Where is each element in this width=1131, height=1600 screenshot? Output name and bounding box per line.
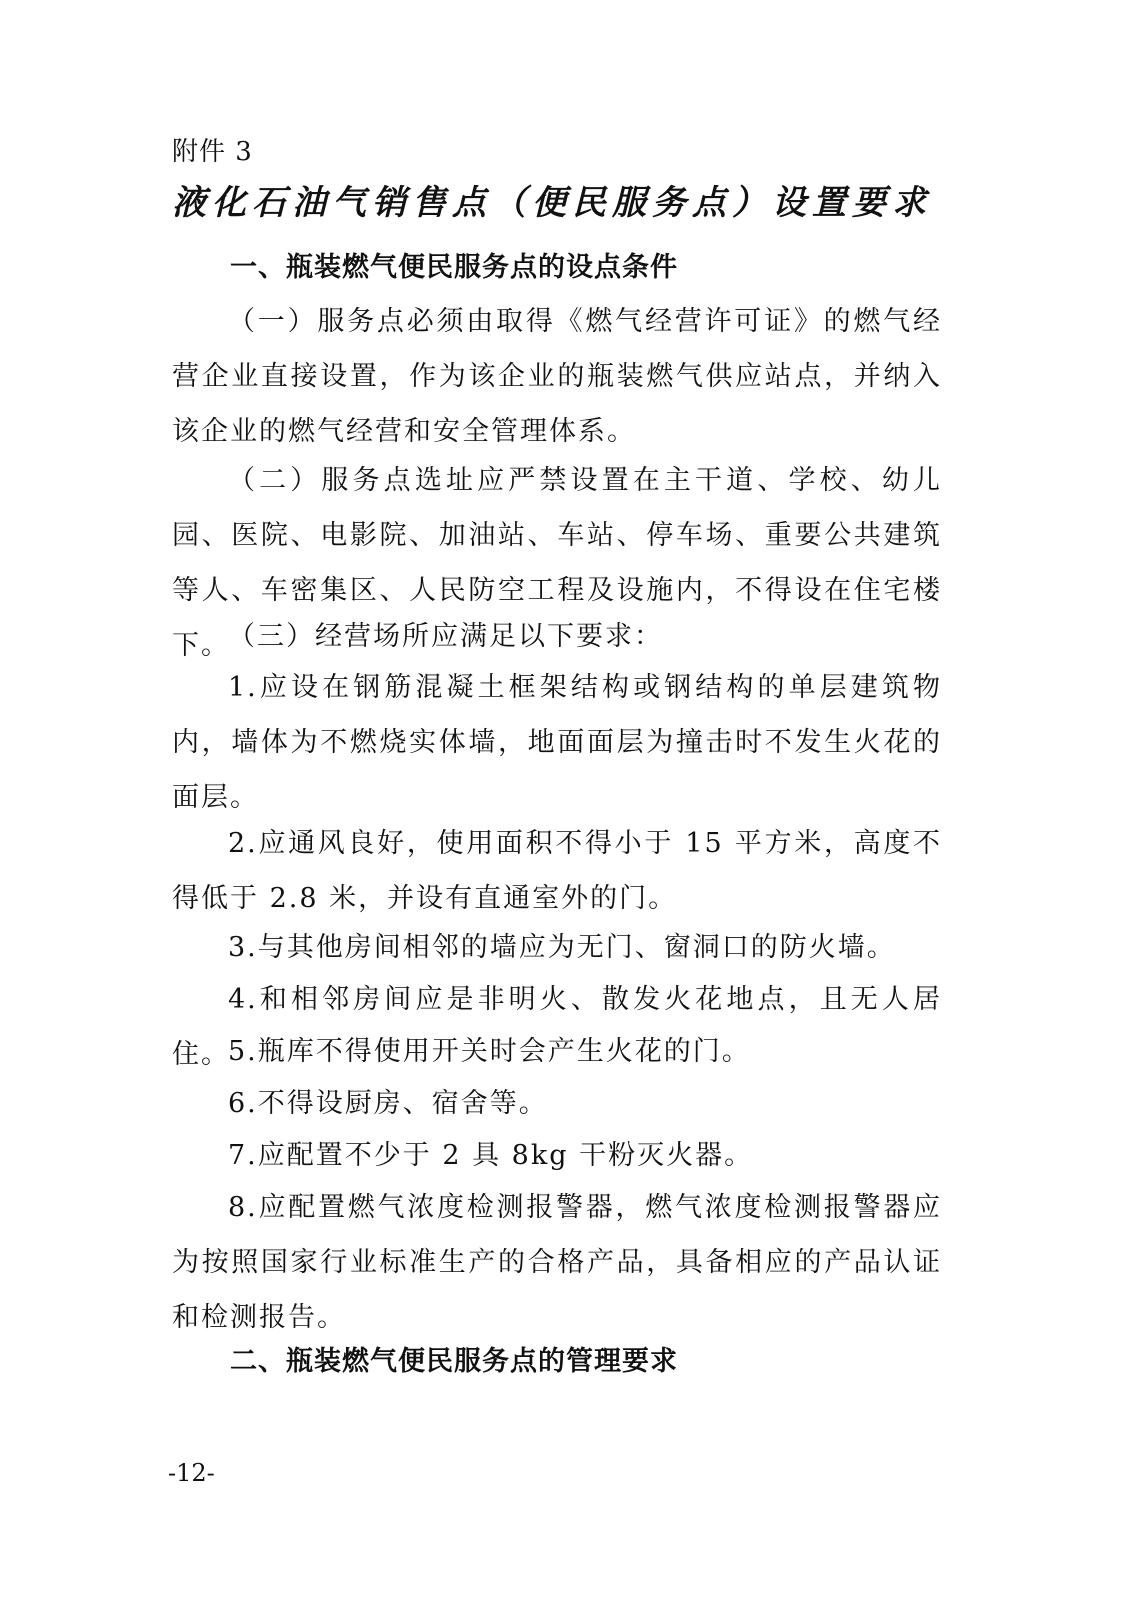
- section-heading-1: 一、瓶装燃气便民服务点的设点条件: [230, 252, 678, 283]
- paragraph-item-9: 6.不得设厨房、宿舍等。: [228, 1088, 548, 1119]
- page-number: -12-: [168, 1459, 215, 1487]
- document-title: 液化石油气销售点（便民服务点）设置要求: [172, 183, 932, 223]
- paragraph-item-10: 7.应配置不少于 2 具 8kg 干粉灭火器。: [228, 1140, 754, 1171]
- paragraph-item-1: （一）服务点必须由取得《燃气经营许可证》的燃气经营企业直接设置，作为该企业的瓶装燃气供应站点，并纳入该企业的燃气经营和安全管理体系。: [172, 306, 942, 447]
- paragraph-item-4: 1.应设在钢筋混凝土框架结构或钢结构的单层建筑物内，墙体为不燃烧实体墙，地面面层为撞击时不发生火花的面层。: [172, 672, 942, 813]
- paragraph-item-7: 4.和相邻房间应是非明火、散发火花地点，且无人居住。: [172, 984, 942, 1070]
- paragraph-item-2: （二）服务点选址应严禁设置在主干道、学校、幼儿园、医院、电影院、加油站、车站、停车场、重要公共建筑等人、车密集区、人民防空工程及设施内，不得设在住宅楼下。: [172, 465, 942, 661]
- paragraph-item-3: （三）经营场所应满足以下要求：: [228, 621, 663, 652]
- paragraph-item-11: 8.应配置燃气浓度检测报警器，燃气浓度检测报警器应为按照国家行业标准生产的合格产品，具备相应的产品认证和检测报告。: [172, 1192, 942, 1333]
- section-heading-2: 二、瓶装燃气便民服务点的管理要求: [230, 1346, 678, 1377]
- attachment-label: 附件 3: [172, 137, 253, 167]
- paragraph-item-5: 2.应通风良好，使用面积不得小于 15 平方米，高度不得低于 2.8 米，并设有直通室外的门。: [172, 828, 942, 914]
- paragraph-item-6: 3.与其他房间相邻的墙应为无门、窗洞口的防火墙。: [228, 932, 896, 963]
- paragraph-item-8: 5.瓶库不得使用开关时会产生火花的门。: [228, 1036, 751, 1067]
